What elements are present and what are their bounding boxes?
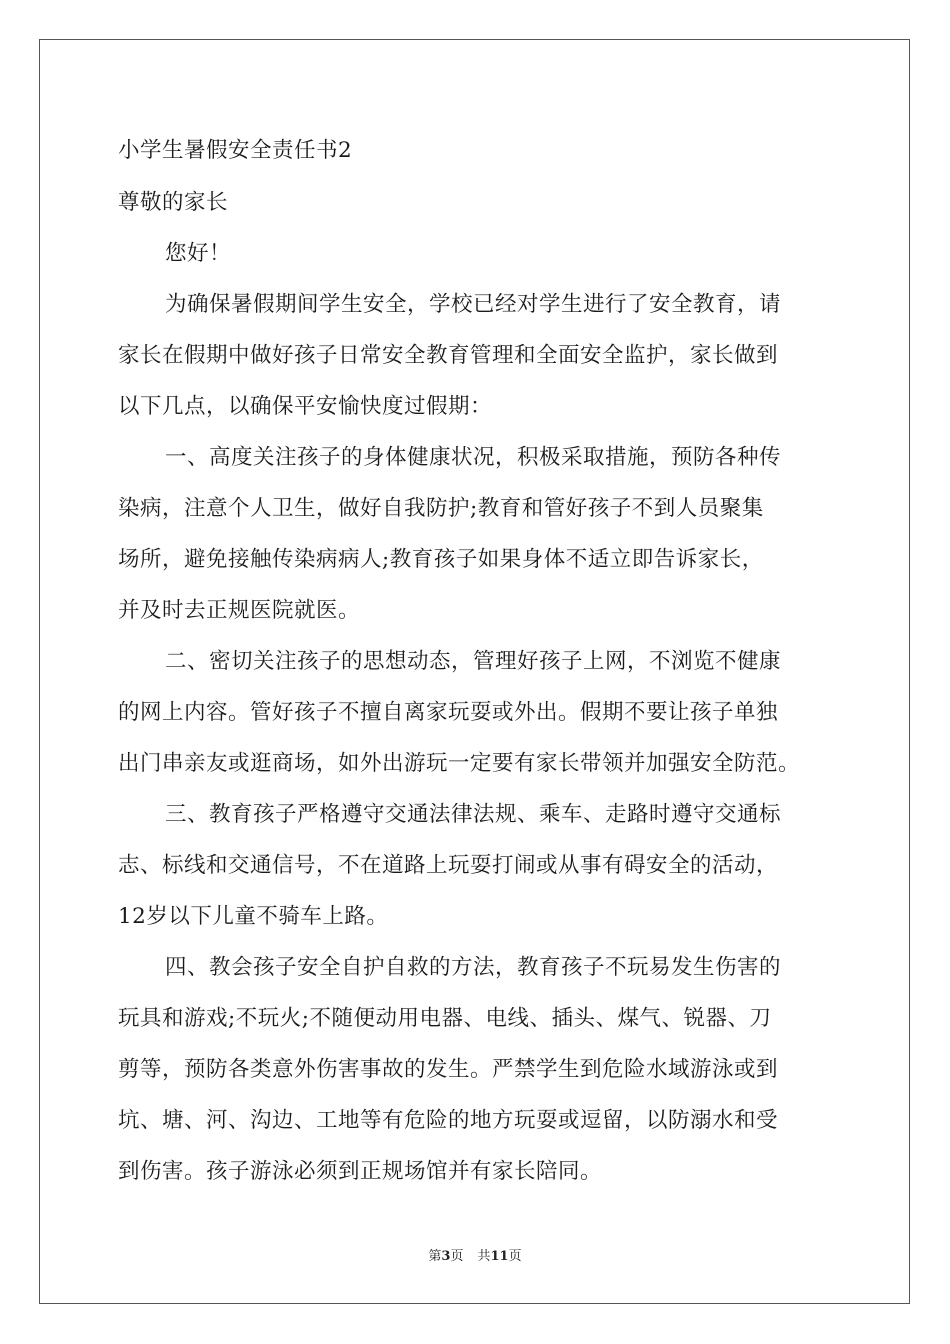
salutation: 尊敬的家长 xyxy=(118,190,229,215)
page-footer xyxy=(0,1245,950,1264)
body-line: 四、教会孩子安全自护自救的方法，教育孩子不玩易发生伤害的 xyxy=(165,955,782,980)
body-line: 二、密切关注孩子的思想动态，管理好孩子上网，不浏览不健康 xyxy=(165,649,782,674)
current-page-number: 3 xyxy=(441,1249,451,1264)
body-line: 到伤害。孩子游泳必须到正规场馆并有家长陪同。 xyxy=(118,1159,603,1184)
greeting: 您好！ xyxy=(165,241,232,266)
body-line: 坑、塘、河、沟边、工地等有危险的地方玩耍或逗留，以防溺水和受 xyxy=(118,1108,779,1133)
body-line: 12岁以下儿童不骑车上路。 xyxy=(118,904,389,929)
page-label-suffix: 页 xyxy=(450,1249,464,1264)
body-line: 为确保暑假期间学生安全，学校已经对学生进行了安全教育，请 xyxy=(165,292,782,317)
body-line: 剪等，预防各类意外伤害事故的发生。严禁学生到危险水域游泳或到 xyxy=(118,1057,779,1082)
body-line: 家长在假期中做好孩子日常安全教育管理和全面安全监护，家长做到 xyxy=(118,343,779,368)
body-line: 出门串亲友或逛商场，如外出游玩一定要有家长带领并加强安全防范。 xyxy=(118,751,801,776)
total-label-prefix: 共 xyxy=(477,1249,491,1264)
body-line: 三、教育孩子严格遵守交通法律法规、乘车、走路时遵守交通标 xyxy=(165,802,782,827)
body-line: 场所，避免接触传染病病人;教育孩子如果身体不适立即告诉家长， xyxy=(118,547,764,572)
page-label-prefix: 第 xyxy=(428,1249,442,1264)
body-line: 染病，注意个人卫生，做好自我防护;教育和管好孩子不到人员聚集 xyxy=(118,496,764,521)
body-line: 玩具和游戏;不玩火;不随便动用电器、电线、插头、煤气、锐器、刀 xyxy=(118,1006,772,1031)
body-line: 一、高度关注孩子的身体健康状况，积极采取措施，预防各种传 xyxy=(165,445,782,470)
body-line: 志、标线和交通信号，不在道路上玩耍打闹或从事有碍安全的活动， xyxy=(118,853,779,878)
body-line: 的网上内容。管好孩子不擅自离家玩耍或外出。假期不要让孩子单独 xyxy=(118,700,779,725)
total-label-suffix: 页 xyxy=(508,1249,522,1264)
body-line: 以下几点，以确保平安愉快度过假期： xyxy=(118,394,493,419)
document-title: 小学生暑假安全责任书2 xyxy=(118,138,353,163)
document-body xyxy=(118,125,838,1197)
total-page-count: 11 xyxy=(490,1249,509,1264)
body-line: 并及时去正规医院就医。 xyxy=(118,598,361,623)
body-text xyxy=(118,279,838,1197)
